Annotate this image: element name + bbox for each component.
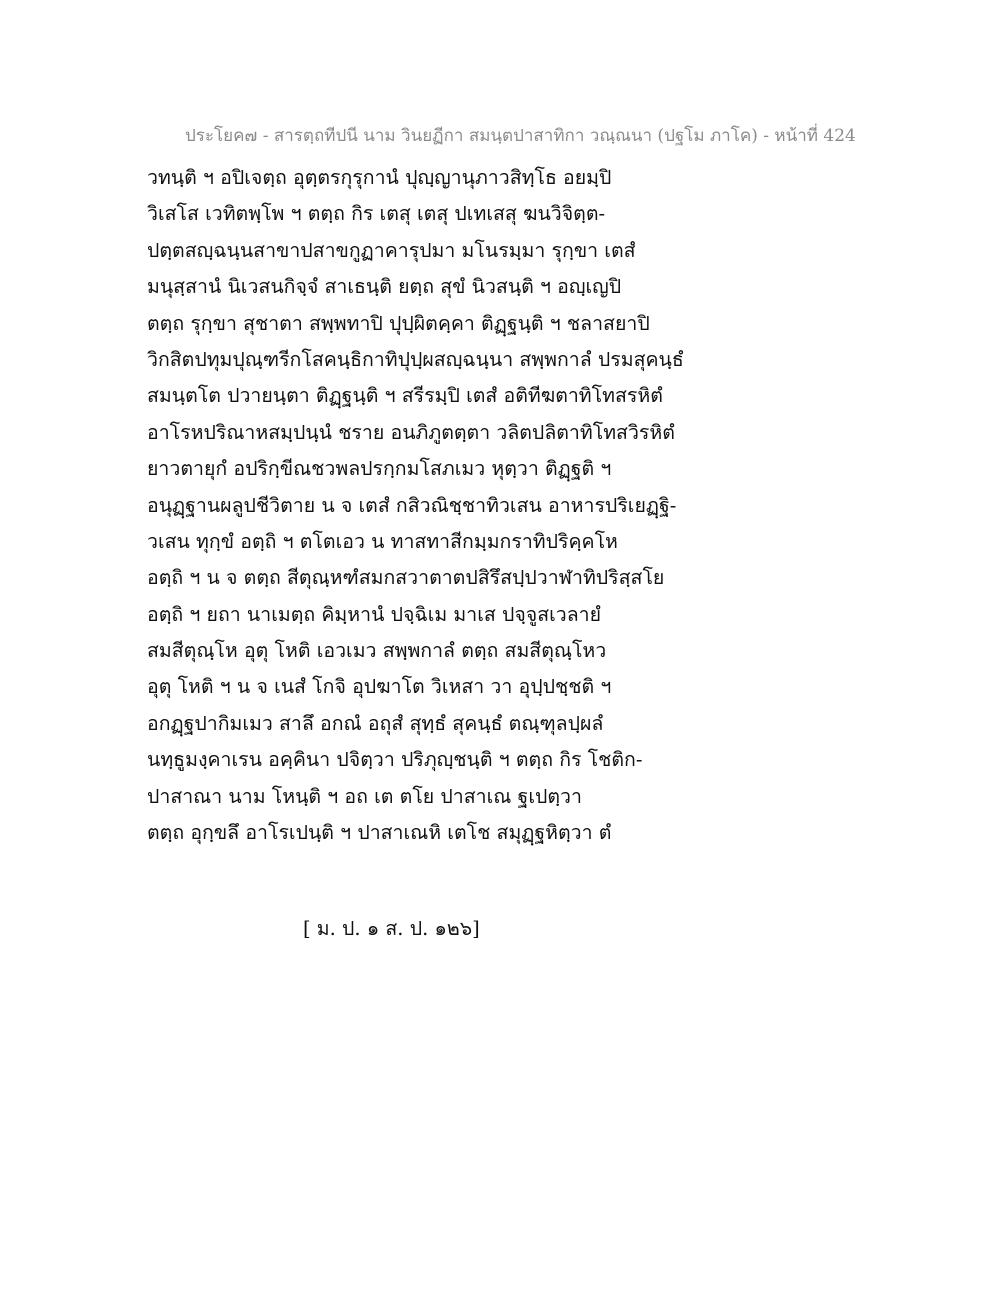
text-line: ตตฺถ รุกฺขา สุชาตา สพฺพทาปิ ปุปฺผิตคฺคา ติฏฺฐนฺติ ฯ ชลาสยาปิ: [147, 311, 650, 335]
text-line: วิเสโส เวทิตพฺโพ ฯ ตตฺถ กิร เตสุ เตสุ ปเทเสสุ ฆนวิจิตฺต-: [147, 202, 606, 226]
text-line: วิกสิตปทุมปุณฺฑรีกโสคนฺธิกาทิปุปฺผสญฺฉนฺนา สพฺพกาลํ ปรมสุคนฺธํ: [147, 347, 684, 371]
text-line: สมสีตุณฺโห อุตุ โหติ เอวเมว สพฺพกาลํ ตตฺถ สมสีตุณฺโหว: [147, 639, 607, 663]
body-text: [147, 160, 707, 851]
text-line: มนุสฺสานํ นิเวสนกิจฺจํ สาเธนฺติ ยตฺถ สุขํ นิวสนฺติ ฯ อญฺเญปิ: [147, 275, 622, 299]
text-line: อตฺถิ ฯ น จ ตตฺถ สีตุณฺหฑํสมกสวาตาตปสิรึสปฺปวาฬาทิปริสฺสโย: [147, 566, 665, 590]
text-line: นทฺธูมงฺคาเรน อคฺคินา ปจิตฺวา ปริภุญฺชนฺติ ฯ ตตฺถ กิร โชติก-: [147, 748, 643, 772]
text-line: ปาสาณา นาม โหนฺติ ฯ อถ เต ตโย ปาสาเณ ฐเปตฺวา: [147, 784, 582, 808]
text-line: วเสน ทุกฺขํ อตฺถิ ฯ ตโตเอว น ทาสทาสีกมฺมกราทิปริคฺคโห: [147, 529, 618, 553]
running-header: ประโยค๗ - สารตฺถทีปนี นาม วินยฏีกา สมนฺตปาสาทิกา วณฺณนา (ปฐโม ภาโค) - หน้าที่ 424: [185, 126, 856, 146]
text-line: วทนฺติ ฯ อปิเจตฺถ อุตฺตรกุรุกานํ ปุญฺญานุภาวสิทฺโธ อยมฺปิ: [147, 166, 612, 189]
text-line: ตตฺถ อุกฺขลึ อาโรเปนฺติ ฯ ปาสาเณหิ เตโช สมุฏฺฐหิตฺวา ตํ: [147, 821, 612, 845]
text-line: ยาวตายุกํ อปริกฺขีณชวพลปรกฺกมโสภเมว หุตฺวา ติฏฺฐติ ฯ: [147, 457, 612, 481]
text-line: สมนฺตโต ปวายนฺตา ติฏฺฐนฺติ ฯ สรีรมฺปิ เตสํ อติทีฆตาทิโทสรหิตํ: [147, 384, 663, 408]
source-reference: [ ม. ป. ๑ ส. ป. ๑๒๖]: [303, 917, 480, 940]
text-line: อาโรหปริณาหสมฺปนฺนํ ชราย อนภิภูตตฺตา วลิตปลิตาทิโทสวิรหิตํ: [147, 420, 675, 444]
text-line: อกฏฺฐปากิมเมว สาลึ อกณํ อถุสํ สุทฺธํ สุคนฺธํ ตณฺฑุลปฺผลํ: [147, 711, 604, 735]
text-line: อนุฏฺฐานผลูปชีวิตาย น จ เตสํ กสิวณิชฺชาทิวเสน อาหารปริเยฏฺฐิ-: [147, 493, 677, 517]
text-line: อุตุ โหติ ฯ น จ เนสํ โกจิ อุปฆาโต วิเหสา วา อุปฺปชฺชติ ฯ: [147, 675, 612, 699]
text-line: อตฺถิ ฯ ยถา นาเมตฺถ คิมฺหานํ ปจฺฉิเม มาเส ปจฺจูสเวลายํ: [147, 602, 602, 626]
text-line: ปตฺตสญฺฉนฺนสาขาปสาขกูฏาคารุปมา มโนรมฺมา รุกฺขา เตสํ: [147, 238, 636, 262]
